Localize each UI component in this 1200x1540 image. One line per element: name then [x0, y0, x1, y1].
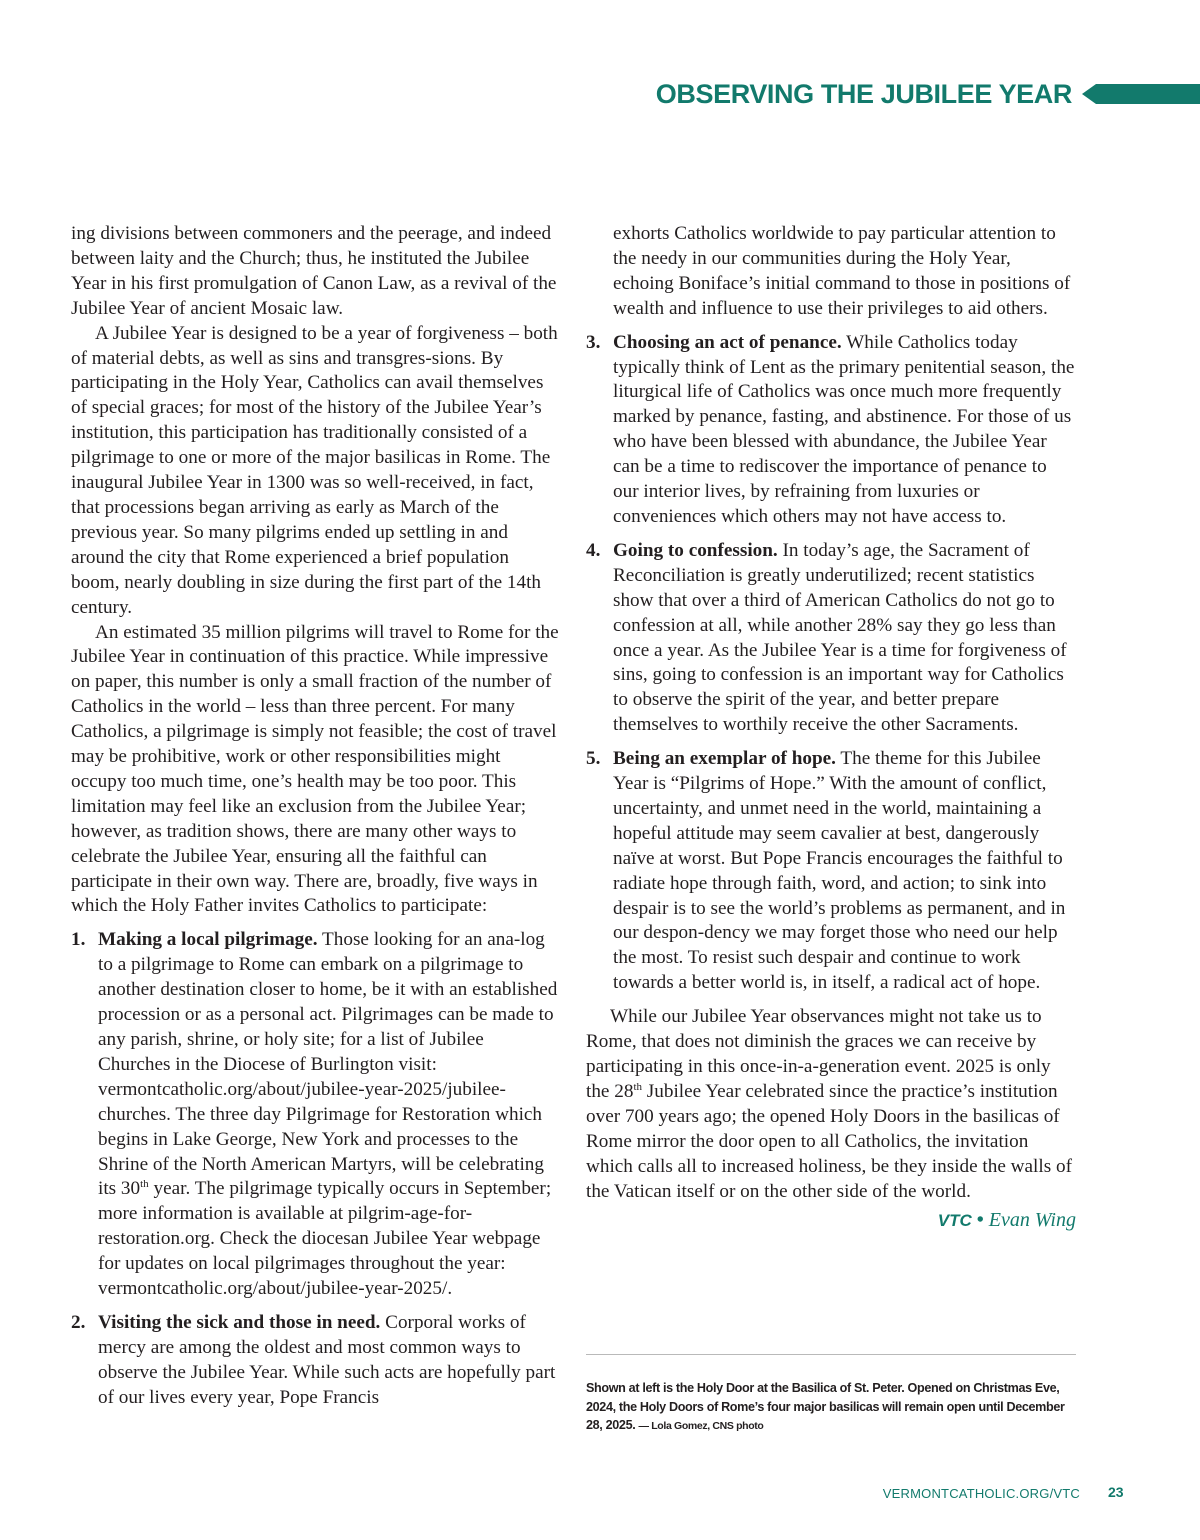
caption-divider: [586, 1354, 1076, 1355]
list-number: 4.: [586, 539, 601, 561]
photo-credit: — Lola Gomez, CNS photo: [638, 1420, 764, 1432]
list-text: While Catholics today typically think of Lent as the primary penitential season, the liturgical life of Catholics was once much more frequently marked by penance, fasting, and abstinence. For those of us who have been blessed with abundance, the Jubilee Year can be a time to rediscover the importance of penance to our interior lives, by refraining from luxuries or conveniences which others may not have access to.: [613, 331, 1075, 527]
list-heading: Choosing an act of penance.: [613, 331, 842, 353]
section-tab-marker: [1082, 84, 1200, 104]
body-paragraph: ing divisions between commoners and the peerage, and indeed between laity and the Church; thus, he instituted the Jubilee Year in his first promulgation of Canon Law, as a revival of the Jubilee Year of ancient Mosaic law.: [71, 223, 557, 319]
list-item: [71, 928, 559, 1302]
photo-caption: Shown at left is the Holy Door at the Basilica of St. Peter. Opened on Christmas Eve, 2024, the Holy Doors of Rome’s four major basilicas will remain open until December 28, 2025. — Lola Gomez, CNS photo: [586, 1381, 1065, 1432]
superscript: th: [633, 1080, 642, 1093]
list-item: [586, 747, 1076, 996]
list-item: [586, 539, 1076, 738]
list-text: Corporal works of mercy are among the oldest and most common ways to observe the Jubilee Year. While such acts are hopefully part of our lives every year, Pope Francis: [98, 1311, 556, 1408]
list-item: [586, 331, 1076, 530]
section-title: OBSERVING THE JUBILEE YEAR: [655, 78, 1072, 109]
byline-separator: •: [976, 1209, 984, 1232]
author-name: Evan Wing: [988, 1209, 1076, 1232]
list-number: 2.: [71, 1311, 86, 1333]
list-continuation: exhorts Catholics worldwide to pay particular attention to the needy in our communities during the Holy Year, echoing Boniface’s initial command to those in positions of wealth and influence to use their privileges to aid others.: [613, 223, 1071, 319]
list-heading: Being an exemplar of hope.: [613, 748, 836, 770]
superscript: th: [140, 1178, 149, 1191]
body-paragraph: A Jubilee Year is designed to be a year of forgiveness – both of material debts, as well as sins and transgres-sions. By participating in the Holy Year, Catholics can avail themselves of special graces; for most of the history of the Jubilee Year’s institution, this participation has traditionally consisted of a pilgrimage to one or more of the major basilicas in Rome. The inaugural Jubilee Year in 1300 was so well-received, in fact, that processions began arriving as early as March of the previous year. So many pilgrims ended up settling in and around the city that Rome experienced a brief population boom, nearly doubling in size during the first part of the 14th century.: [71, 322, 558, 618]
list-text: Those looking for an ana-log to a pilgrimage to Rome can embark on a pilgrimage to another destination closer to home, be it with an established procession or as a personal act. Pilgrimages can be made to any parish, shrine, or holy site; for a list of Jubilee Churches in the Diocese of Burlington visit: vermontcatholic.org/about/jubilee-year-2025/jubilee-churches. The three day Pilgrimage for Restoration which begins in Lake George, New York and processes to the Shrine of the North American Martyrs, will be celebrating its 30: [98, 929, 558, 1200]
list-number: 5.: [586, 748, 601, 770]
footer-url: VERMONTCATHOLIC.ORG/VTC: [882, 1486, 1080, 1501]
section-header: [640, 74, 1200, 114]
publication-mark: VTC: [937, 1211, 972, 1231]
list-heading: Going to confession.: [613, 539, 778, 561]
body-paragraph: An estimated 35 million pilgrims will travel to Rome for the Jubilee Year in continuation of this practice. While impressive on paper, this number is only a small fraction of the number of Catholics in the world – less than three percent. For many Catholics, a pilgrimage is simply not feasible; the cost of travel may be prohibitive, work or other responsibilities might occupy too much time, one’s health may be too poor. This limitation may feel like an exclusion from the Jubilee Year; however, as tradition shows, there are many other ways to celebrate the Jubilee Year, ensuring all the faithful can participate in their own way. There are, broadly, five ways in which the Holy Father invites Catholics to participate:: [71, 621, 559, 917]
page-number: 23: [1108, 1484, 1124, 1500]
left-column: [71, 222, 559, 1411]
list-item: [71, 1311, 559, 1411]
list-text: In today’s age, the Sacrament of Reconciliation is greatly underutilized; recent statistics show that over a third of American Catholics do not go to confession at all, while another 28% say they go less than once a year. As the Jubilee Year is a time for forgiveness of sins, going to confession is an important way for Catholics to observe the spirit of the year, and better prepare themselves to worthily receive the other Sacraments.: [613, 539, 1067, 736]
right-column: [586, 222, 1076, 1234]
list-heading: Making a local pilgrimage.: [98, 929, 318, 951]
list-text: year. The pilgrimage typically occurs in September; more information is available at pilgrim-age-for-restoration.org. Check the diocesan Jubilee Year webpage for updates on local pilgrimages throughout the year: vermontcatholic.org/about/jubilee-year-2025/.: [98, 1178, 552, 1300]
list-number: 3.: [586, 331, 601, 353]
list-heading: Visiting the sick and those in need.: [98, 1311, 381, 1333]
list-number: 1.: [71, 929, 86, 951]
byline: [586, 1208, 1076, 1234]
closing-paragraph: While our Jubilee Year observances might not take us to Rome, that does not diminish the graces we can receive by participating in this once-in-a-generation event. 2025 is only the 28th Jubilee Year celebrated since the practice’s institution over 700 years ago; the opened Holy Doors in the basilicas of Rome mirror the door open to all Catholics, the invitation which calls all to increased holiness, be they inside the walls of the Vatican itself or on the other side of the world.: [586, 1006, 1072, 1202]
list-text: The theme for this Jubilee Year is “Pilgrims of Hope.” With the amount of conflict, uncertainty, and unmet need in the world, maintaining a hopeful attitude may seem cavalier at best, dangerously naïve at worst. But Pope Francis encourages the faithful to radiate hope through faith, word, and action; to sink into despair is to see the world’s problems as permanent, and in our despon-dency we may forget those who need our help the most. To resist such despair and continue to work towards a better world is, in itself, a radical act of hope.: [613, 748, 1066, 994]
